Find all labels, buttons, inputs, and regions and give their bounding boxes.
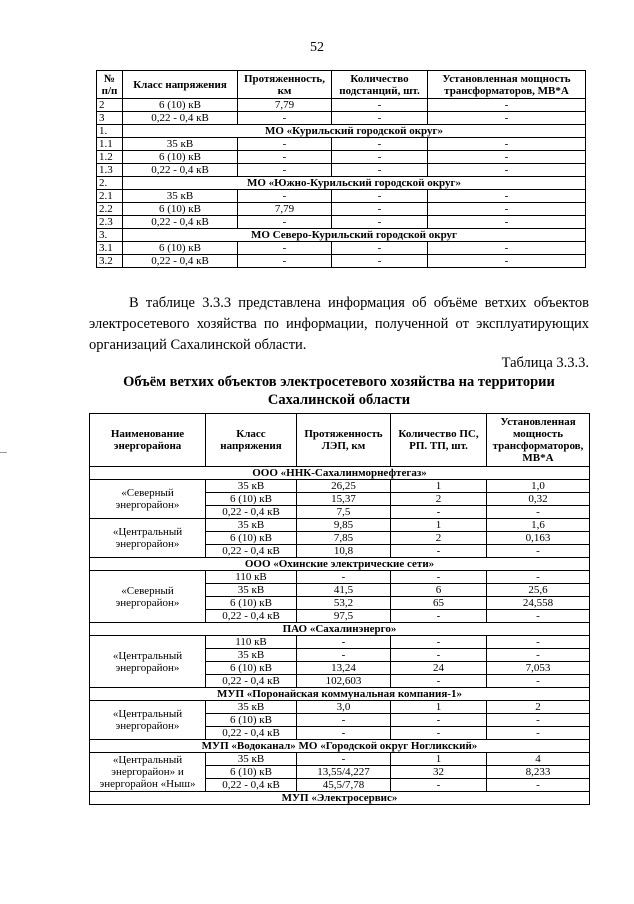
length-value: 7,79 (238, 99, 332, 112)
table-row (97, 138, 586, 151)
col-header-num: № п/п (97, 71, 123, 99)
line-length: 45,5/7,78 (297, 779, 391, 792)
power-value: - (428, 99, 586, 112)
row-number: 3. (97, 229, 123, 242)
section-row (97, 177, 586, 190)
voltage-class: 6 (10) кВ (206, 766, 297, 779)
transformer-power: - (487, 506, 590, 519)
region-name: «Центральный энергорайон» и энергорайон «Ныш» (90, 753, 206, 792)
transformer-power: 24,558 (487, 597, 590, 610)
voltage-class: 0,22 - 0,4 кВ (123, 164, 238, 177)
line-length: - (297, 753, 391, 766)
substation-count: - (391, 714, 487, 727)
transformer-power: 1,0 (487, 480, 590, 493)
section-title: МО «Курильский городской округ» (123, 125, 586, 138)
table-label: Таблица 3.3.3. (501, 355, 589, 371)
table-row (97, 216, 586, 229)
substation-count: - (391, 727, 487, 740)
section-title: МО Северо-Курильский городской округ (123, 229, 586, 242)
voltage-class: 6 (10) кВ (123, 151, 238, 164)
transformer-power: 1,6 (487, 519, 590, 532)
voltage-class: 0,22 - 0,4 кВ (206, 506, 297, 519)
substation-count: - (332, 164, 428, 177)
section-row (97, 125, 586, 138)
line-length: - (297, 649, 391, 662)
transformer-power: 8,233 (487, 766, 590, 779)
length-value: 7,79 (238, 203, 332, 216)
length-value: - (238, 164, 332, 177)
voltage-class: 6 (10) кВ (206, 493, 297, 506)
col-header-voltage: Класс напряжения (123, 71, 238, 99)
substation-count: - (332, 99, 428, 112)
length-value: - (238, 255, 332, 268)
voltage-class: 6 (10) кВ (123, 99, 238, 112)
voltage-class: 6 (10) кВ (206, 532, 297, 545)
power-value: - (428, 164, 586, 177)
row-number: 1.3 (97, 164, 123, 177)
row-number: 2 (97, 99, 123, 112)
col-header-power: Установленная мощность трансформаторов, МВ*А (428, 71, 586, 99)
section-row (90, 467, 590, 480)
table-row (90, 753, 590, 766)
voltage-class: 6 (10) кВ (206, 714, 297, 727)
substation-count: - (332, 216, 428, 229)
substation-count: - (332, 190, 428, 203)
substation-count: - (391, 675, 487, 688)
substation-count: - (391, 649, 487, 662)
substation-count: - (391, 545, 487, 558)
substation-count: 32 (391, 766, 487, 779)
power-value: - (428, 112, 586, 125)
length-value: - (238, 190, 332, 203)
voltage-class: 6 (10) кВ (123, 242, 238, 255)
voltage-class: 0,22 - 0,4 кВ (123, 255, 238, 268)
row-number: 1. (97, 125, 123, 138)
substation-count: - (391, 636, 487, 649)
power-value: - (428, 203, 586, 216)
substation-count: 2 (391, 532, 487, 545)
transformer-power: - (487, 545, 590, 558)
line-length: 26,25 (297, 480, 391, 493)
substation-count: - (332, 203, 428, 216)
table-row (97, 151, 586, 164)
section-title: МО «Южно-Курильский городской округ» (123, 177, 586, 190)
length-value: - (238, 112, 332, 125)
table-row (97, 255, 586, 268)
section-row (90, 558, 590, 571)
transformer-power: 4 (487, 753, 590, 766)
table-title: Объём ветхих объектов электросетевого хозяйства на территории Сахалинской области (123, 374, 555, 408)
power-value: - (428, 138, 586, 151)
row-number: 1.2 (97, 151, 123, 164)
substation-count: 1 (391, 701, 487, 714)
row-number: 3 (97, 112, 123, 125)
voltage-class: 6 (10) кВ (206, 662, 297, 675)
transformer-power: 25,6 (487, 584, 590, 597)
voltage-class: 0,22 - 0,4 кВ (123, 112, 238, 125)
row-number: 3.1 (97, 242, 123, 255)
organization-title: ООО «Охинские электрические сети» (90, 558, 590, 571)
voltage-class: 35 кВ (206, 519, 297, 532)
line-length: - (297, 571, 391, 584)
organization-title: МУП «Поронайская коммунальная компания-1» (90, 688, 590, 701)
substation-count: 65 (391, 597, 487, 610)
table-row (97, 112, 586, 125)
substation-count: 6 (391, 584, 487, 597)
region-name: «Центральный энергорайон» (90, 701, 206, 740)
table-row (90, 480, 590, 493)
region-name: «Центральный энергорайон» (90, 636, 206, 688)
line-length: 102,603 (297, 675, 391, 688)
voltage-class: 110 кВ (206, 636, 297, 649)
row-number: 2.3 (97, 216, 123, 229)
organization-title: МУП «Электросервис» (90, 792, 590, 805)
line-length: 53,2 (297, 597, 391, 610)
line-length: 7,5 (297, 506, 391, 519)
section-row (90, 623, 590, 636)
substation-count: - (332, 151, 428, 164)
organization-title: ПАО «Сахалинэнерго» (90, 623, 590, 636)
table-header-row (97, 71, 586, 99)
table-row (90, 701, 590, 714)
transformer-power: - (487, 727, 590, 740)
row-number: 3.2 (97, 255, 123, 268)
voltage-class: 35 кВ (206, 649, 297, 662)
substation-count: 1 (391, 753, 487, 766)
transformer-power: - (487, 636, 590, 649)
transformer-power: - (487, 571, 590, 584)
substation-count: - (391, 779, 487, 792)
line-length: 15,37 (297, 493, 391, 506)
voltage-class: 6 (10) кВ (123, 203, 238, 216)
voltage-class: 0,22 - 0,4 кВ (206, 545, 297, 558)
voltage-class: 0,22 - 0,4 кВ (206, 610, 297, 623)
voltage-class: 35 кВ (123, 190, 238, 203)
region-name: «Центральный энергорайон» (90, 519, 206, 558)
line-length: 9,85 (297, 519, 391, 532)
page-number: 52 (310, 40, 324, 55)
substation-count: 1 (391, 480, 487, 493)
transformer-power: - (487, 649, 590, 662)
line-length: - (297, 714, 391, 727)
body-paragraph: В таблице 3.3.3 представлена информация об объёме ветхих объектов электросетевого хозяйства по информации, полученной от эксплуатирующих организаций Сахалинской области. (89, 295, 589, 353)
substation-count: 1 (391, 519, 487, 532)
voltage-class: 35 кВ (206, 480, 297, 493)
table-voltage-summary (96, 70, 586, 268)
table-row (97, 190, 586, 203)
row-number: 1.1 (97, 138, 123, 151)
section-row (90, 792, 590, 805)
transformer-power: - (487, 714, 590, 727)
row-number: 2.1 (97, 190, 123, 203)
line-length: 13,55/4,227 (297, 766, 391, 779)
substation-count: 24 (391, 662, 487, 675)
table-dilapidated-objects (89, 413, 590, 805)
length-value: - (238, 138, 332, 151)
line-length: 97,5 (297, 610, 391, 623)
line-length: - (297, 636, 391, 649)
line-length: 10,8 (297, 545, 391, 558)
table-row (97, 203, 586, 216)
col-header-voltage: Класс напряжения (206, 414, 297, 467)
table-header-row (90, 414, 590, 467)
transformer-power: 0,163 (487, 532, 590, 545)
voltage-class: 0,22 - 0,4 кВ (206, 727, 297, 740)
row-number: 2.2 (97, 203, 123, 216)
voltage-class: 0,22 - 0,4 кВ (123, 216, 238, 229)
col-header-transformer-power: Установленная мощность трансформаторов, МВ*А (487, 414, 590, 467)
substation-count: - (332, 138, 428, 151)
col-header-substations-count: Количество ПС, РП. ТП, шт. (391, 414, 487, 467)
region-name: «Северный энергорайон» (90, 480, 206, 519)
line-length: 3,0 (297, 701, 391, 714)
row-number: 2. (97, 177, 123, 190)
substation-count: - (391, 506, 487, 519)
voltage-class: 35 кВ (206, 701, 297, 714)
region-name: «Северный энергорайон» (90, 571, 206, 623)
transformer-power: - (487, 610, 590, 623)
line-length: 7,85 (297, 532, 391, 545)
col-header-line-length: Протяженность ЛЭП, км (297, 414, 391, 467)
power-value: - (428, 190, 586, 203)
transformer-power: - (487, 779, 590, 792)
power-value: - (428, 151, 586, 164)
section-row (97, 229, 586, 242)
margin-mark (0, 452, 7, 453)
col-header-region: Наименование энергорайона (90, 414, 206, 467)
organization-title: МУП «Водоканал» МО «Городской округ Ногликский» (90, 740, 590, 753)
substation-count: - (332, 112, 428, 125)
line-length: - (297, 727, 391, 740)
voltage-class: 0,22 - 0,4 кВ (206, 779, 297, 792)
voltage-class: 35 кВ (123, 138, 238, 151)
table-row (90, 636, 590, 649)
section-row (90, 740, 590, 753)
voltage-class: 0,22 - 0,4 кВ (206, 675, 297, 688)
transformer-power: 2 (487, 701, 590, 714)
length-value: - (238, 151, 332, 164)
col-header-substations: Количество подстанций, шт. (332, 71, 428, 99)
line-length: 41,5 (297, 584, 391, 597)
power-value: - (428, 216, 586, 229)
voltage-class: 6 (10) кВ (206, 597, 297, 610)
organization-title: ООО «ННК-Сахалинморнефтегаз» (90, 467, 590, 480)
voltage-class: 110 кВ (206, 571, 297, 584)
substation-count: - (391, 610, 487, 623)
power-value: - (428, 255, 586, 268)
section-row (90, 688, 590, 701)
table-row (97, 242, 586, 255)
substation-count: - (332, 255, 428, 268)
table-row (97, 99, 586, 112)
substation-count: - (391, 571, 487, 584)
table-row (97, 164, 586, 177)
voltage-class: 35 кВ (206, 753, 297, 766)
transformer-power: 7,053 (487, 662, 590, 675)
col-header-length: Протяженность, км (238, 71, 332, 99)
length-value: - (238, 216, 332, 229)
table-row (90, 571, 590, 584)
power-value: - (428, 242, 586, 255)
line-length: 13,24 (297, 662, 391, 675)
transformer-power: - (487, 675, 590, 688)
voltage-class: 35 кВ (206, 584, 297, 597)
table-row (90, 519, 590, 532)
substation-count: - (332, 242, 428, 255)
transformer-power: 0,32 (487, 493, 590, 506)
length-value: - (238, 242, 332, 255)
substation-count: 2 (391, 493, 487, 506)
